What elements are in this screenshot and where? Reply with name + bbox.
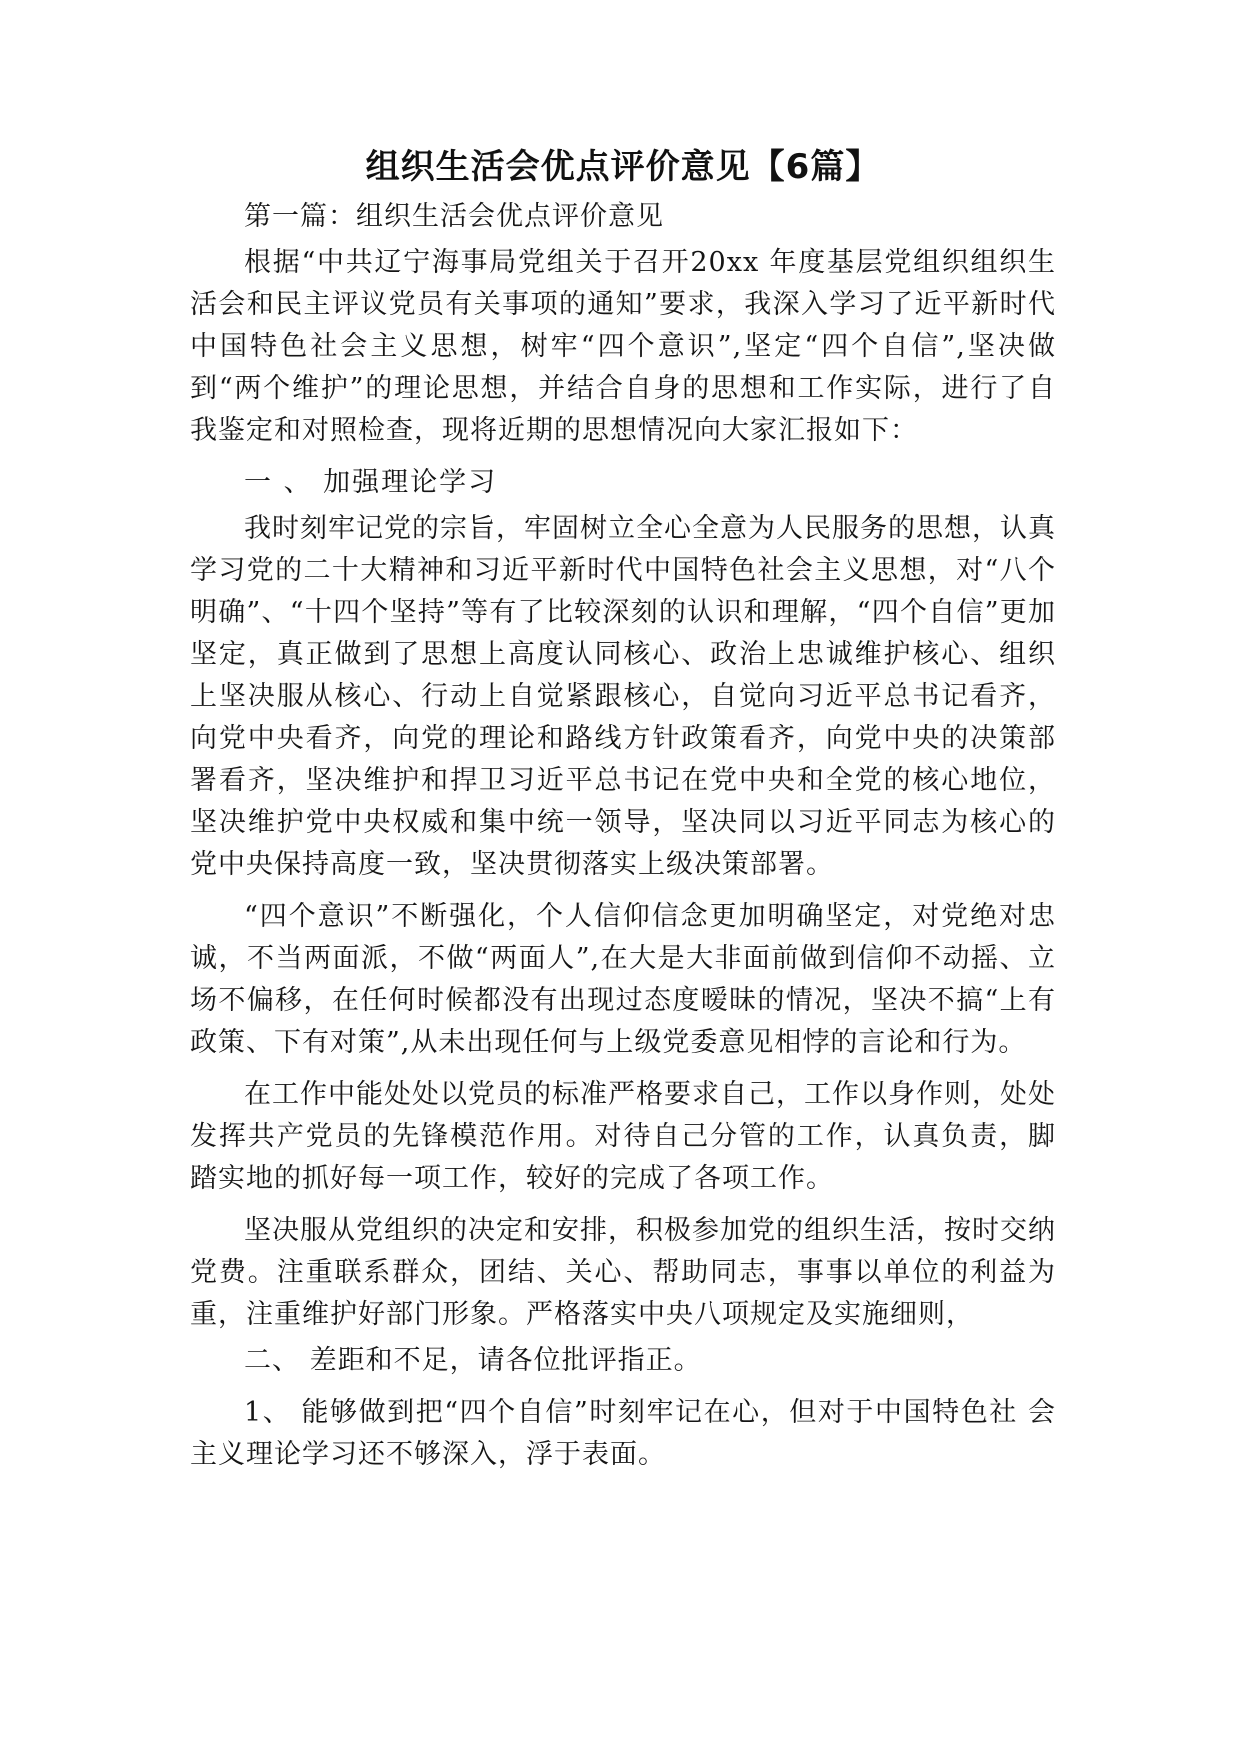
- document-body: [190, 140, 1056, 1486]
- list-item: 1、 能够做到把“四个自信”时刻牢记在心，但对于中国特色社 会主义理论学习还不够深入，浮于表面。: [190, 1397, 1056, 1470]
- section-heading-2: 二、 差距和不足，请各位批评指正。: [244, 1345, 702, 1376]
- intro-paragraph: 根据“中共辽宁海事局党组关于召开20xx 年度基层党组织组织生活会和民主评议党员有关事项的通知”要求，我深入学习了近平新时代中国特色社会主义思想，树牢“四个意识”,坚定“四个自信”,坚决做到“两个维护”的理论思想，并结合自身的思想和工作实际，进行了自我鉴定和对照检查，现将近期的思想情况向大家汇报如下：: [190, 247, 1056, 446]
- body-paragraph: 坚决服从党组织的决定和安排，积极参加党的组织生活，按时交纳党费。注重联系群众，团结、关心、帮助同志，事事以单位的利益为重，注重维护好部门形象。严格落实中央八项规定及实施细则，: [190, 1215, 1056, 1330]
- section-heading-1: 一 、 加强理论学习: [244, 467, 498, 498]
- body-paragraph: “四个意识”不断强化，个人信仰信念更加明确坚定，对党绝对忠诚，不当两面派，不做“两面人”,在大是大非面前做到信仰不动摇、立场不偏移，在任何时候都没有出现过态度暧昧的情况，坚决不搞“上有政策、下有对策”,从未出现任何与上级党委意见相悖的言论和行为。: [190, 901, 1056, 1058]
- section-subtitle: 第一篇：组织生活会优点评价意见: [244, 201, 664, 232]
- body-paragraph: 在工作中能处处以党员的标准严格要求自己，工作以身作则，处处发挥共产党员的先锋模范作用。对待自己分管的工作，认真负责，脚踏实地的抓好每一项工作，较好的完成了各项工作。: [190, 1079, 1056, 1194]
- document-title: 组织生活会优点评价意见【6篇】: [365, 147, 881, 187]
- body-paragraph: 我时刻牢记党的宗旨，牢固树立全心全意为人民服务的思想，认真学习党的二十大精神和习近平新时代中国特色社会主义思想，对“八个明确”、“十四个坚持”等有了比较深刻的认识和理解，“四个自信”更加坚定，真正做到了思想上高度认同核心、政治上忠诚维护核心、组织上坚决服从核心、行动上自觉紧跟核心，自觉向习近平总书记看齐，向党中央看齐，向党的理论和路线方针政策看齐，向党中央的决策部署看齐，坚决维护和捍卫习近平总书记在党中央和全党的核心地位，坚决维护党中央权威和集中统一领导，坚决同以习近平同志为核心的党中央保持高度一致，坚决贯彻落实上级决策部署。: [190, 513, 1056, 880]
